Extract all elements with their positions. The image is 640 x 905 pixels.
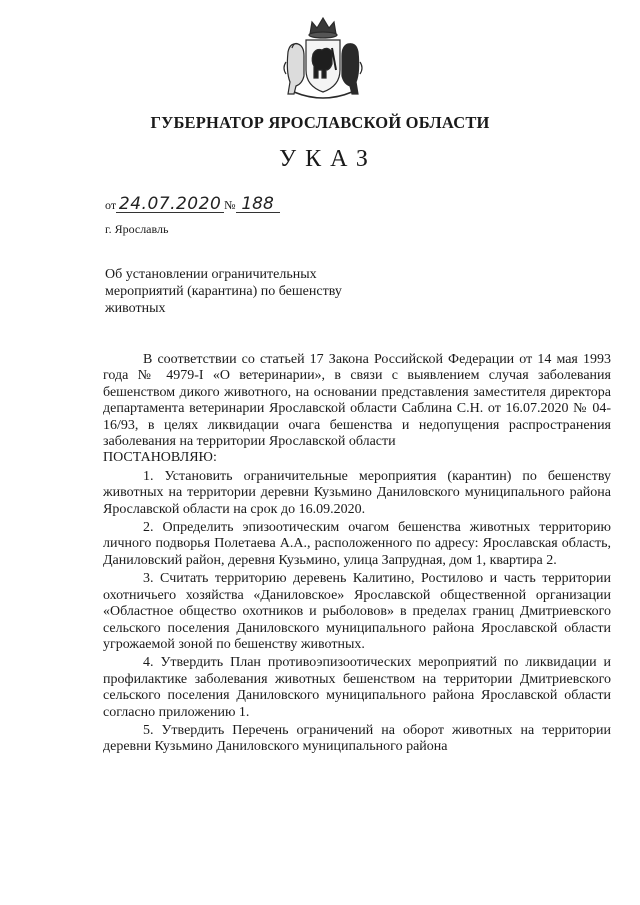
document-body	[103, 352, 611, 756]
preamble-paragraph: В соответствии со статьей 17 Закона Российской Федерации от 14 мая 1993 года № 4979-I «О ветеринарии», в связи с выявлением случая заболевания бешенством дикого животного, на основании представления заместителя директора департамента ветеринарии Ярославской области Саблина С.Н. от 16.07.2020 № 04-16/93, в целях ликвидации очага бешенства и недопущения распространения заболевания на территории Ярославской области	[103, 352, 611, 450]
number-prefix: №	[224, 198, 236, 212]
coat-of-arms-icon	[280, 12, 366, 100]
clause-item-1: 1. Установить ограничительные мероприятия (карантин) по бешенству животных на территории деревни Кузьмино Даниловского муниципального района Ярославской области на срок до 16.09.2020.	[103, 468, 611, 517]
clause-item-4: 4. Утвердить План противоэпизоотических мероприятий по ликвидации и профилактике заболевания животных бешенством на территории Дмитриевского сельского поселения Даниловского муниципального района Ярославской области согласно приложению 1.	[103, 655, 611, 720]
date-prefix: от	[105, 198, 117, 212]
document-number: 188	[236, 196, 280, 213]
resolve-heading: ПОСТАНОВЛЯЮ:	[103, 450, 217, 466]
document-city: г. Ярославль	[105, 222, 169, 236]
document-requisites	[105, 196, 280, 213]
document-date: 24.07.2020	[116, 196, 224, 213]
clause-item-5: 5. Утвердить Перечень ограничений на оборот животных на территории деревни Кузьмино Даниловского муниципального района	[103, 722, 611, 755]
clause-item-3: 3. Считать территорию деревень Калитино, Ростилово и часть территории охотничьего хозяйства «Даниловское» Ярославской общественной организации «Областное общество охотников и рыболовов» в пределах границ Дмитриевского сельского поселения Даниловского муниципального района Ярославской области угрожаемой зоной по бешенству животных.	[103, 571, 611, 652]
clause-item-2: 2. Определить эпизоотическим очагом бешенства животных территорию личного подворья Полетаева А.А., расположенного по адресу: Ярославская область, Даниловский район, деревня Кузьмино, улица Запрудная, дом 1, квартира 2.	[103, 520, 611, 568]
issuing-authority-title: ГУБЕРНАТОР ЯРОСЛАВСКОЙ ОБЛАСТИ	[150, 113, 490, 132]
document-subject: Об установлении ограничительных мероприятий (карантина) по бешенству животных	[105, 267, 342, 316]
document-type-title: УКАЗ	[279, 146, 377, 172]
